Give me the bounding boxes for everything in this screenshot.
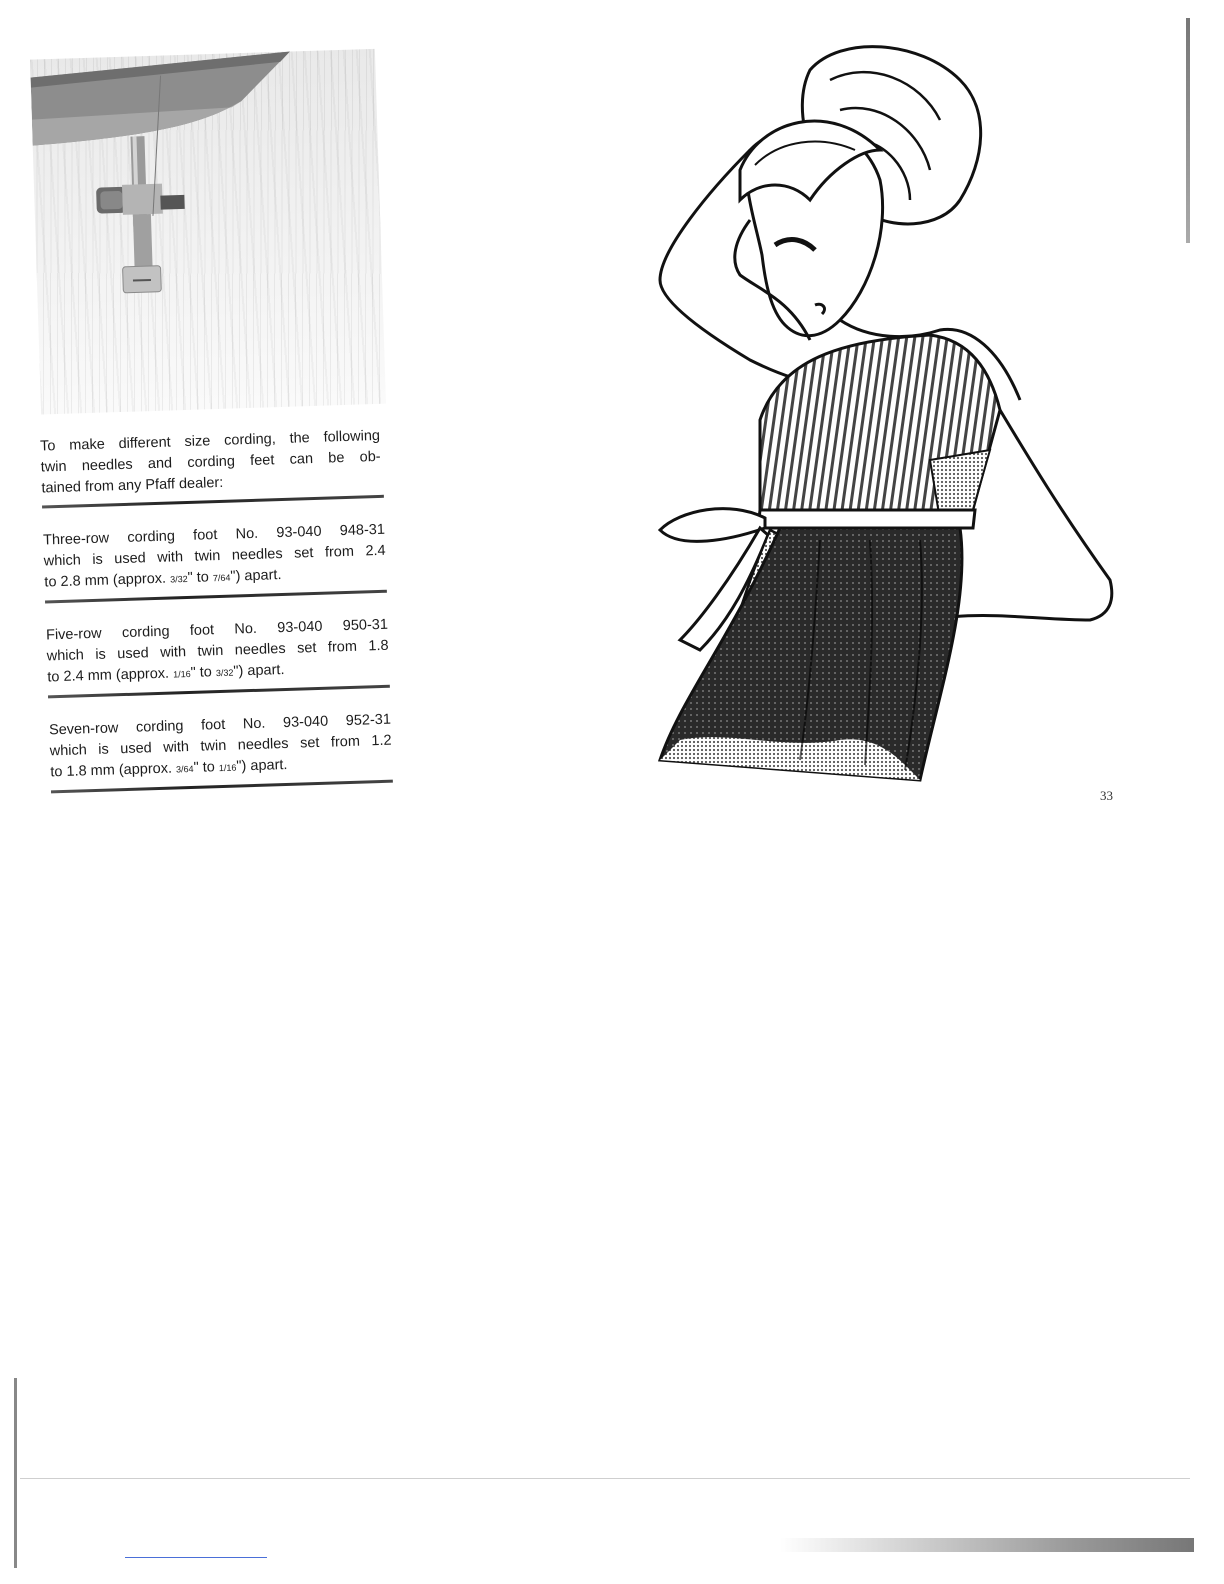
- foot-usage: which is used with twin needles set from 2.4: [43, 542, 386, 570]
- fraction: 3/64: [175, 763, 194, 775]
- intro-paragraph: [40, 426, 382, 500]
- left-text-column: [20, 49, 403, 794]
- sewing-machine-photo: [30, 49, 386, 415]
- intro-line-2: twin needles and cording feet can be ob-: [40, 448, 381, 476]
- fraction: 3/32: [169, 573, 188, 585]
- scan-bottom-shadow: [780, 1538, 1194, 1552]
- foot-spacing: to 2.4 mm (approx. 1/16" to 3/32") apart.: [47, 661, 285, 686]
- fraction: 1/16: [218, 762, 237, 774]
- foot-spacing: to 1.8 mm (approx. 3/64" to 1/16") apart.: [50, 756, 288, 781]
- cording-foot-entry: [49, 710, 393, 785]
- scan-edge-left: [14, 1378, 17, 1568]
- page-number: 33: [1100, 788, 1113, 803]
- scan-edge-right: [1186, 18, 1190, 243]
- fraction: 1/16: [172, 668, 191, 680]
- foot-usage: which is used with twin needles set from 1.8: [46, 637, 389, 665]
- foot-name: Three-row cording foot No. 93-040 948-31: [42, 521, 386, 549]
- foot-usage: which is used with twin needles set from 1.2: [49, 732, 392, 760]
- woman-in-corded-dress-illustration: [640, 40, 1130, 790]
- foot-name: Five-row cording foot No. 93-040 950-31: [45, 616, 389, 644]
- cording-foot-entry: [43, 520, 387, 595]
- foot-spacing: to 2.8 mm (approx. 3/32" to 7/64") apart.: [44, 567, 282, 591]
- fraction: 3/32: [215, 667, 234, 679]
- fraction: 7/64: [212, 572, 231, 584]
- foot-name: Seven-row cording foot No. 93-040 952-31: [48, 711, 392, 739]
- scan-bottom-mark: [125, 1557, 267, 1558]
- intro-line-1: To make different size cording, the following: [39, 427, 381, 455]
- cording-foot-entry: [46, 615, 390, 690]
- intro-line-3: tained from any Pfaff dealer:: [41, 474, 224, 497]
- scan-bottom-rule: [20, 1478, 1190, 1479]
